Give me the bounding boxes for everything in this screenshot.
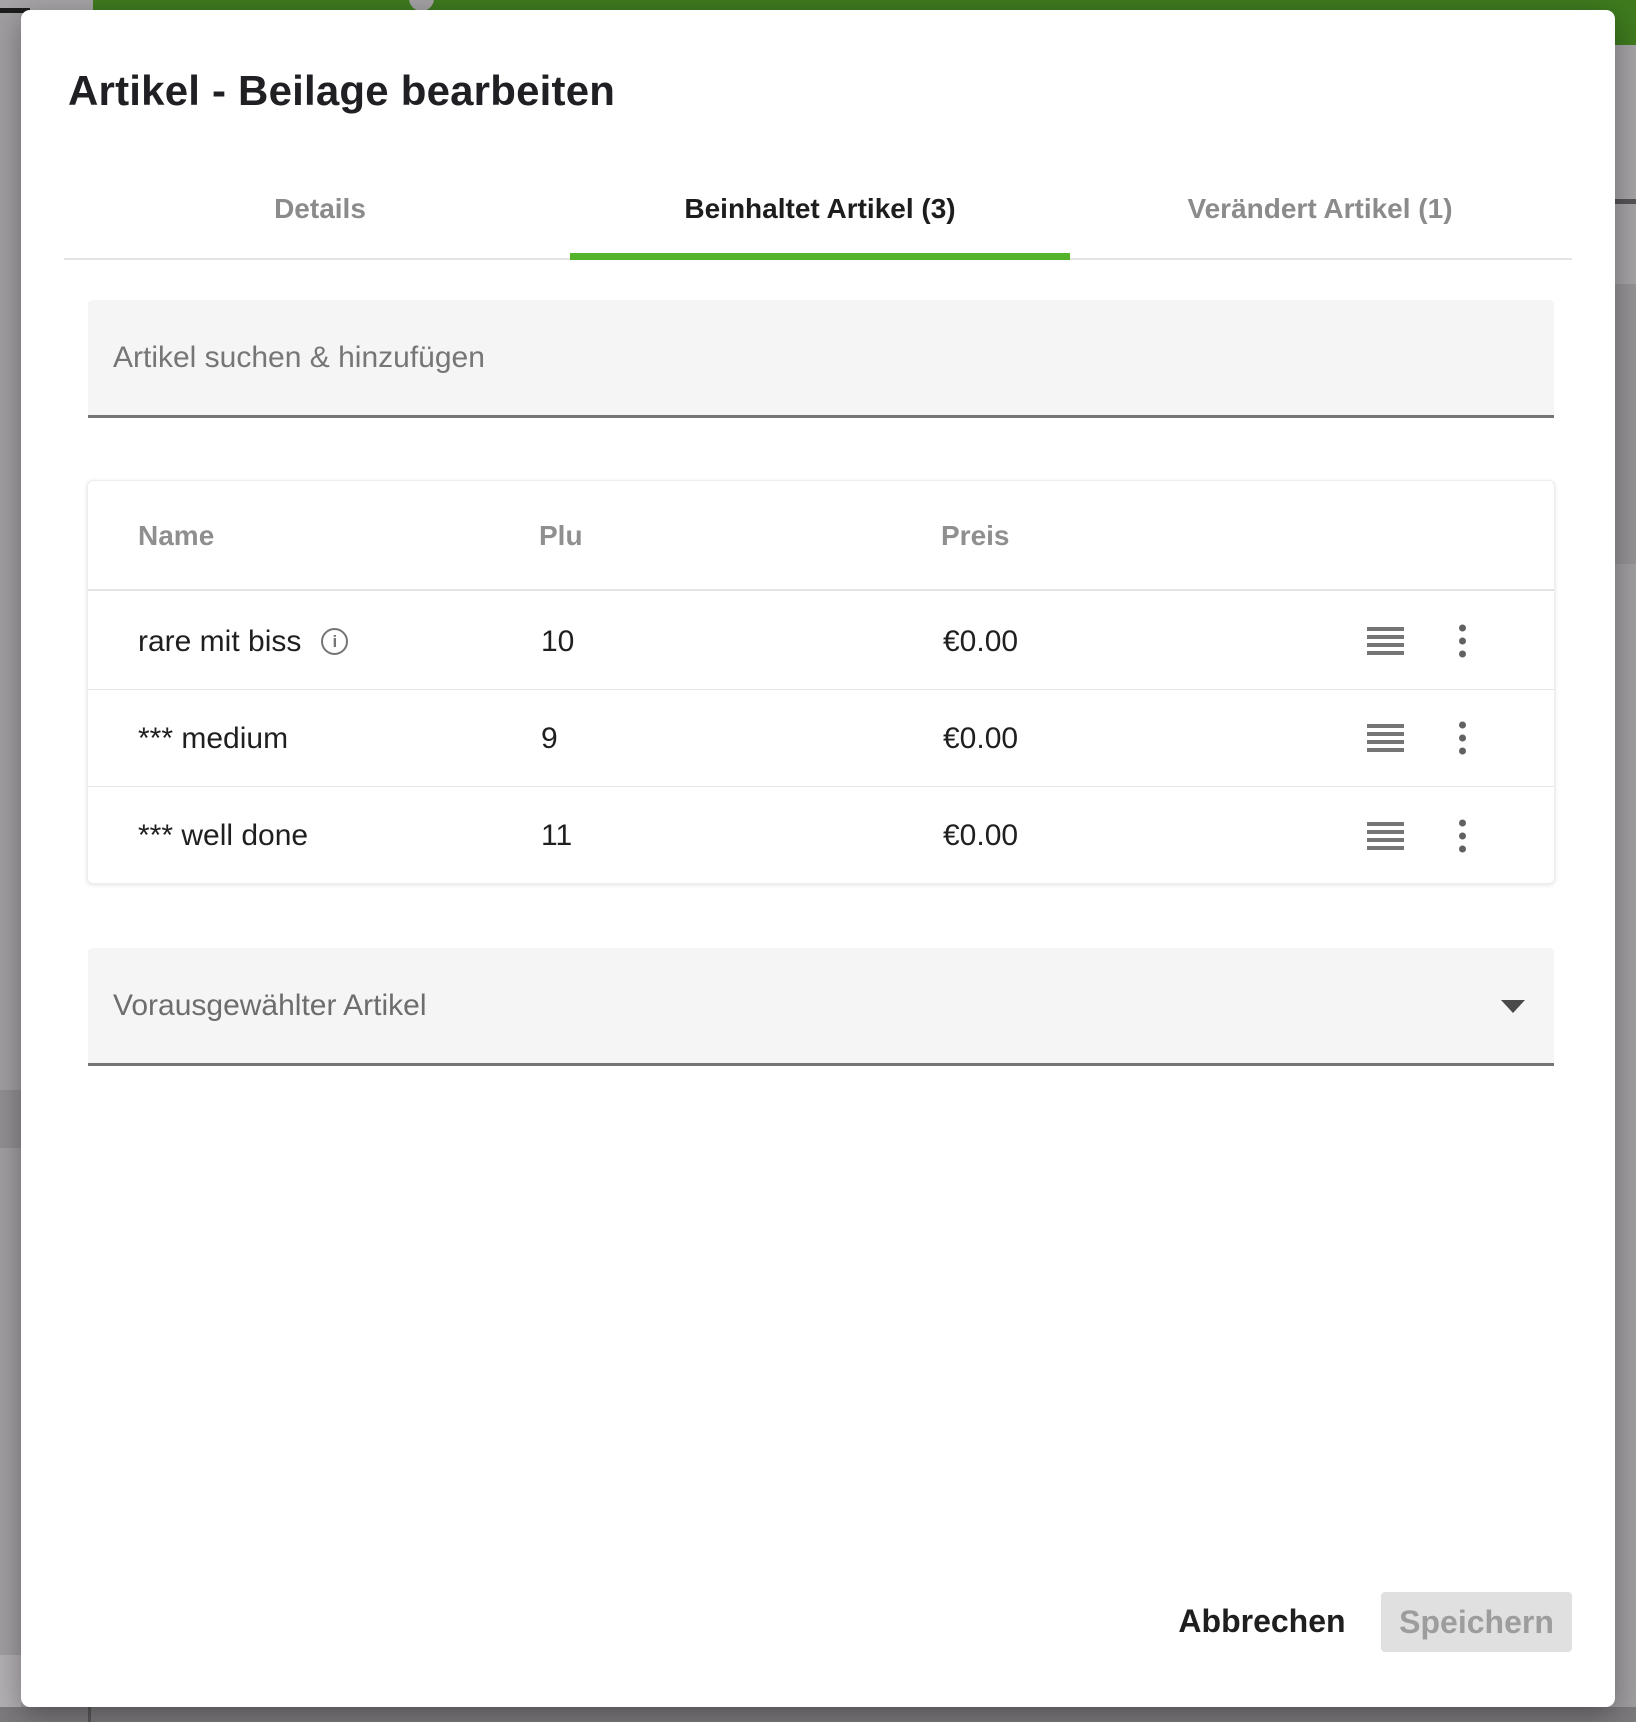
article-price: €0.00 (943, 819, 1019, 852)
backdrop-bottom-strip-divider (88, 1707, 91, 1722)
reorder-handle-icon[interactable] (1367, 623, 1404, 659)
table-row[interactable] (88, 593, 1554, 690)
active-tab-indicator (570, 253, 1070, 260)
kebab-menu-icon[interactable] (1459, 716, 1467, 761)
tab-details[interactable]: Details (274, 193, 366, 224)
info-icon[interactable]: i (321, 628, 348, 655)
backdrop-right-strip (1615, 204, 1636, 284)
article-plu: 10 (541, 625, 575, 658)
table-row[interactable] (88, 787, 1554, 884)
reorder-handle-icon[interactable] (1367, 720, 1404, 756)
tab-modified-articles[interactable]: Verändert Artikel (1) (1187, 193, 1453, 224)
table-header-row (88, 481, 1554, 591)
dialog-title: Artikel - Beilage bearbeiten (68, 67, 616, 114)
contained-articles-table (87, 480, 1555, 884)
article-plu: 11 (541, 819, 573, 852)
preselected-article-label: Vorausgewählter Artikel (113, 989, 427, 1022)
backdrop-right-strip (1615, 284, 1636, 564)
preselected-article-dropdown[interactable] (88, 948, 1554, 1066)
backdrop-left-strip (0, 1090, 21, 1148)
table-row[interactable] (88, 690, 1554, 787)
article-price: €0.00 (943, 722, 1019, 755)
column-header-preis: Preis (941, 520, 1010, 551)
article-name: *** well done (138, 819, 309, 852)
backdrop-right-strip (1615, 45, 1636, 199)
article-name: *** medium (138, 722, 289, 755)
reorder-handle-icon[interactable] (1367, 818, 1404, 854)
kebab-menu-icon[interactable] (1459, 813, 1467, 858)
article-price: €0.00 (943, 625, 1019, 658)
article-plu: 9 (541, 722, 558, 755)
column-header-name: Name (138, 520, 215, 551)
edit-article-dialog (21, 10, 1615, 1707)
article-name: rare mit biss (138, 625, 302, 658)
backdrop-left-strip (0, 1655, 21, 1707)
tab-contained-articles[interactable]: Beinhaltet Artikel (3) (684, 193, 956, 224)
chevron-down-icon (1501, 1000, 1525, 1013)
column-header-plu: Plu (539, 520, 583, 551)
cancel-button[interactable]: Abbrechen (1171, 1593, 1353, 1649)
save-button[interactable]: Speichern (1381, 1592, 1572, 1652)
article-search-input[interactable] (88, 300, 1554, 418)
backdrop-bottom-strip (0, 1707, 1636, 1722)
tab-bar (70, 160, 1570, 258)
kebab-menu-icon[interactable] (1459, 619, 1467, 664)
